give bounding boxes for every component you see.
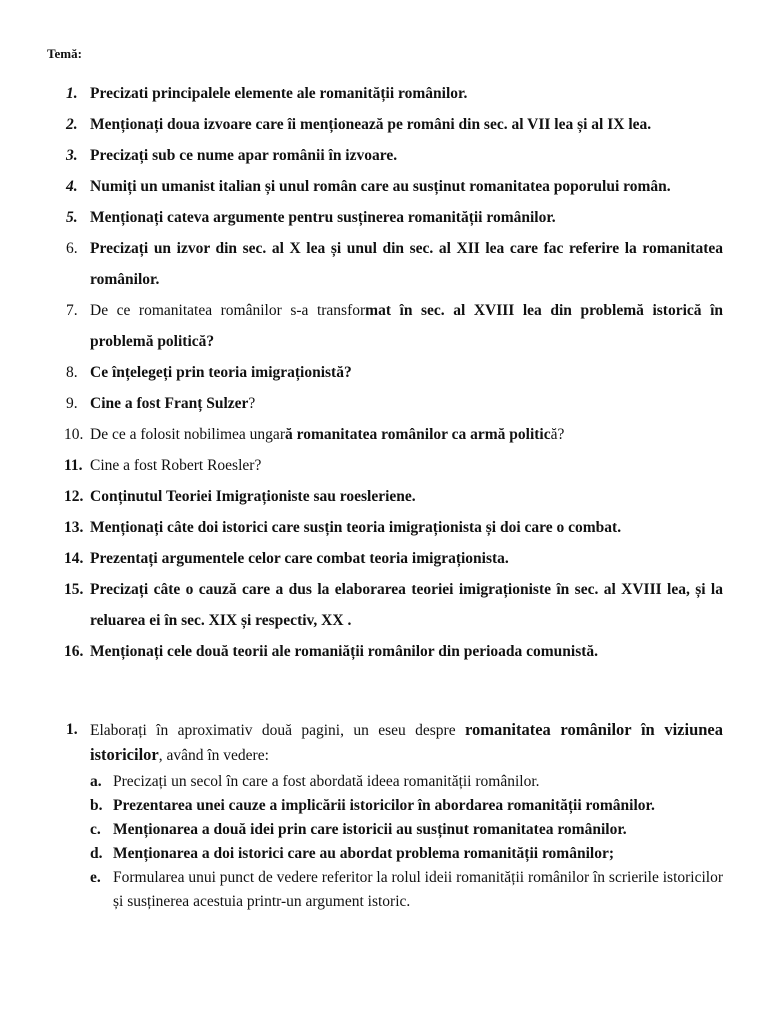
subitem-letter: a. xyxy=(90,773,102,790)
question-text-part: Precizați un izvor din sec. al X lea și unul din sec. al XII lea care fac referire la romanitatea românilor. xyxy=(90,240,723,288)
question-text: Prezentați argumentele celor care combat teoria imigraționista. xyxy=(90,550,509,567)
question-item-9 xyxy=(66,388,723,419)
question-text: Menționați cele două teorii ale romaniății românilor din perioada comunistă. xyxy=(90,643,599,660)
question-number: 4. xyxy=(66,178,78,195)
question-text: Numiți un umanist italian și unul român care au susținut romanitatea poporului român. xyxy=(90,178,671,195)
question-text: Menționați câte doi istorici care susțin teoria imigraționista și doi care o combat. xyxy=(90,519,622,536)
question-item-14 xyxy=(66,543,723,574)
question-number: 2. xyxy=(66,116,78,133)
essay-topic: romanitatea românilor în viziunea istoricilor xyxy=(90,720,723,764)
essay-subitem-b xyxy=(66,794,723,818)
question-item-11 xyxy=(66,450,723,481)
question-text: Conținutul Teoriei Imigraționiste sau roesleriene. xyxy=(90,488,416,505)
question-item-13 xyxy=(66,512,723,543)
question-number: 12. xyxy=(64,488,84,505)
question-item-1 xyxy=(66,78,723,109)
question-item-4 xyxy=(66,171,723,202)
essay-subitem-d xyxy=(66,842,723,866)
question-number: 9. xyxy=(66,395,78,412)
question-text: Menționați cateva argumente pentru susținerea romanității românilor. xyxy=(90,209,556,226)
subitem-letter: c. xyxy=(90,821,101,838)
question-text: Precizati principalele elemente ale romanității românilor. xyxy=(90,85,468,102)
question-text-part: De ce a folosit nobilimea ungar xyxy=(90,426,285,443)
question-number: 8. xyxy=(66,364,78,381)
assignment-heading: Temă: xyxy=(47,46,82,61)
question-text: Menționați doua izvoare care îi menționează pe români din sec. al VII lea și al IX lea. xyxy=(90,116,652,133)
subitem-letter: d. xyxy=(90,845,103,862)
question-number: 6. xyxy=(66,240,78,257)
subitem-text: Precizați un secol în care a fost abordată ideea romanității românilor. xyxy=(113,773,540,790)
question-number: 5. xyxy=(66,209,78,226)
question-text xyxy=(90,419,723,450)
question-text: Ce înțelegeți prin teoria imigraționistă? xyxy=(90,364,352,381)
question-item-10 xyxy=(66,419,723,450)
question-number: 10. xyxy=(64,426,84,443)
question-text-part: mat în sec. al XVIII lea din problemă istorică în problemă politică? xyxy=(90,302,723,350)
question-item-5 xyxy=(66,202,723,233)
question-number: 1. xyxy=(66,85,78,102)
question-text: Precizați sub ce nume apar românii în izvoare. xyxy=(90,147,398,164)
essay-prompt xyxy=(66,718,723,768)
subitem-text: Menționarea a doi istorici care au abordat problema romanității românilor; xyxy=(113,845,614,862)
question-text xyxy=(90,388,723,419)
question-number: 7. xyxy=(66,302,78,319)
essay-subitem-e xyxy=(66,866,723,914)
question-text-part: Cine a fost Franț Sulzer xyxy=(90,395,249,412)
question-item-16 xyxy=(66,636,723,667)
essay-task xyxy=(66,718,723,914)
question-text xyxy=(90,233,723,295)
subitem-text: Prezentarea unei cauze a implicării istoricilor în abordarea romanității românilor. xyxy=(113,797,655,814)
question-item-7 xyxy=(66,295,723,357)
subitem-letter: b. xyxy=(90,797,103,814)
question-number: 13. xyxy=(64,519,84,536)
essay-subitems xyxy=(66,770,723,914)
question-number: 11. xyxy=(64,457,83,474)
question-item-15 xyxy=(66,574,723,636)
subitem-text: Menționarea a două idei prin care istoricii au susținut romanitatea românilor. xyxy=(113,821,627,838)
question-text-part: De ce romanitatea românilor s-a transfor xyxy=(90,302,366,319)
essay-after: , având în vedere: xyxy=(158,747,269,764)
question-item-2 xyxy=(66,109,723,140)
question-list xyxy=(66,78,723,667)
essay-intro: Elaborați în aproximativ două pagini, un eseu despre xyxy=(90,722,465,739)
question-text-part: ? xyxy=(248,395,256,412)
question-item-6 xyxy=(66,233,723,295)
question-item-8 xyxy=(66,357,723,388)
subitem-letter: e. xyxy=(90,869,101,886)
question-number: 14. xyxy=(64,550,84,567)
question-number: 16. xyxy=(64,643,84,660)
question-text xyxy=(90,295,723,357)
question-item-3 xyxy=(66,140,723,171)
question-text-part: ă? xyxy=(550,426,565,443)
question-text: Cine a fost Robert Roesler? xyxy=(90,457,262,474)
question-text-part: ă romanitatea românilor ca armă politic xyxy=(284,426,551,443)
essay-subitem-a xyxy=(66,770,723,794)
question-text: Precizați câte o cauză care a dus la elaborarea teoriei imigraționiste în sec. al XVIII lea, și la reluarea ei în sec. XIX și respectiv, XX . xyxy=(90,581,723,629)
question-number: 3. xyxy=(66,147,78,164)
question-item-12 xyxy=(66,481,723,512)
subitem-text: Formularea unui punct de vedere referitor la rolul ideii romanității românilor în scrierile istoricilor și susținerea acestuia printr-un argument istoric. xyxy=(113,869,723,910)
essay-subitem-c xyxy=(66,818,723,842)
question-number: 15. xyxy=(64,581,84,598)
essay-number: 1. xyxy=(66,721,78,738)
